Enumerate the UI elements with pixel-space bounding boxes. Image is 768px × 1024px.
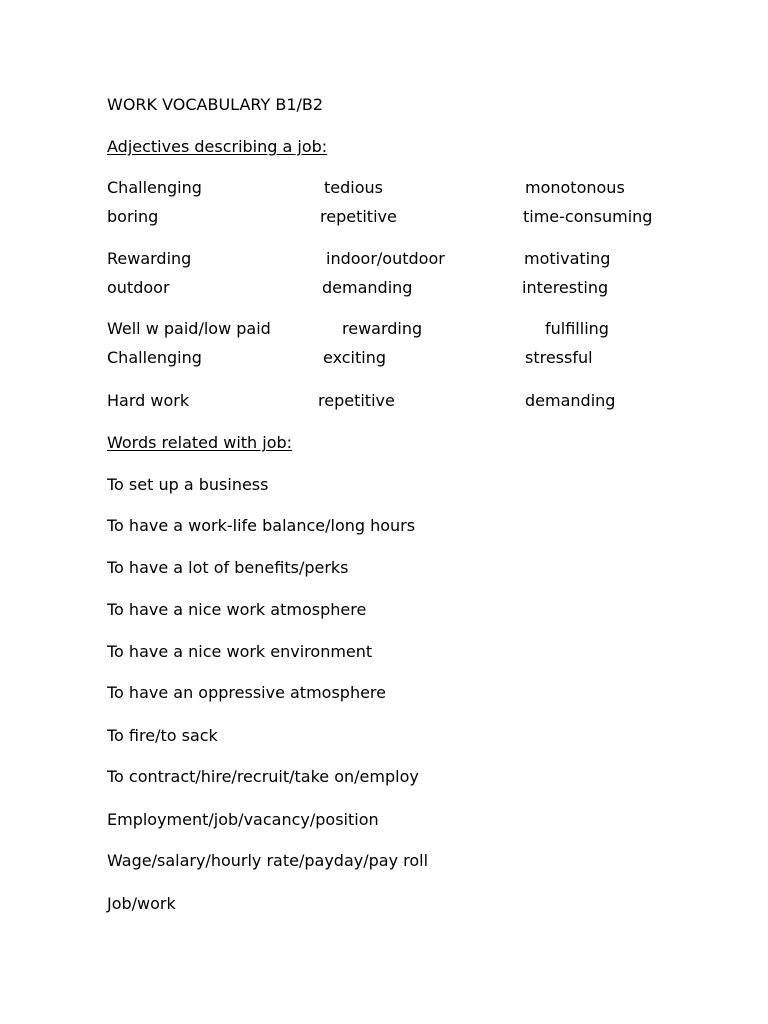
- page-title: WORK VOCABULARY B1/B2: [107, 95, 324, 114]
- adjective-word: Hard work: [107, 391, 190, 410]
- adjective-word: interesting: [522, 278, 609, 297]
- list-item: To have a nice work environment: [107, 642, 373, 661]
- adjective-word: indoor/outdoor: [326, 249, 445, 268]
- adjective-word: tedious: [324, 178, 383, 197]
- adjective-word: monotonous: [525, 178, 625, 197]
- words-heading: Words related with job:: [107, 433, 293, 452]
- list-item: To have an oppressive atmosphere: [107, 683, 386, 702]
- adjective-word: repetitive: [318, 391, 395, 410]
- adjective-word: demanding: [322, 278, 413, 297]
- adjective-word: Rewarding: [107, 249, 192, 268]
- adjective-word: Well w paid/low paid: [107, 319, 271, 338]
- list-item: To have a work-life balance/long hours: [107, 516, 416, 535]
- adjective-word: Challenging: [107, 178, 202, 197]
- list-item: To have a nice work atmosphere: [107, 600, 367, 619]
- list-item: To have a lot of benefits/perks: [107, 558, 349, 577]
- list-item: To contract/hire/recruit/take on/employ: [107, 767, 419, 786]
- adjective-word: time-consuming: [523, 207, 653, 226]
- adjective-word: fulfilling: [545, 319, 609, 338]
- adjective-word: Challenging: [107, 348, 202, 367]
- adjective-word: boring: [107, 207, 159, 226]
- list-item: Employment/job/vacancy/position: [107, 810, 379, 829]
- list-item: Wage/salary/hourly rate/payday/pay roll: [107, 851, 429, 870]
- list-item: To set up a business: [107, 475, 269, 494]
- adjective-word: motivating: [524, 249, 611, 268]
- adjective-word: exciting: [323, 348, 387, 367]
- list-item: To fire/to sack: [107, 726, 218, 745]
- adjective-word: rewarding: [342, 319, 423, 338]
- adjective-word: demanding: [525, 391, 616, 410]
- adjective-word: repetitive: [320, 207, 397, 226]
- adjective-word: stressful: [525, 348, 593, 367]
- adjectives-heading: Adjectives describing a job:: [107, 137, 328, 156]
- adjective-word: outdoor: [107, 278, 170, 297]
- list-item: Job/work: [107, 894, 176, 913]
